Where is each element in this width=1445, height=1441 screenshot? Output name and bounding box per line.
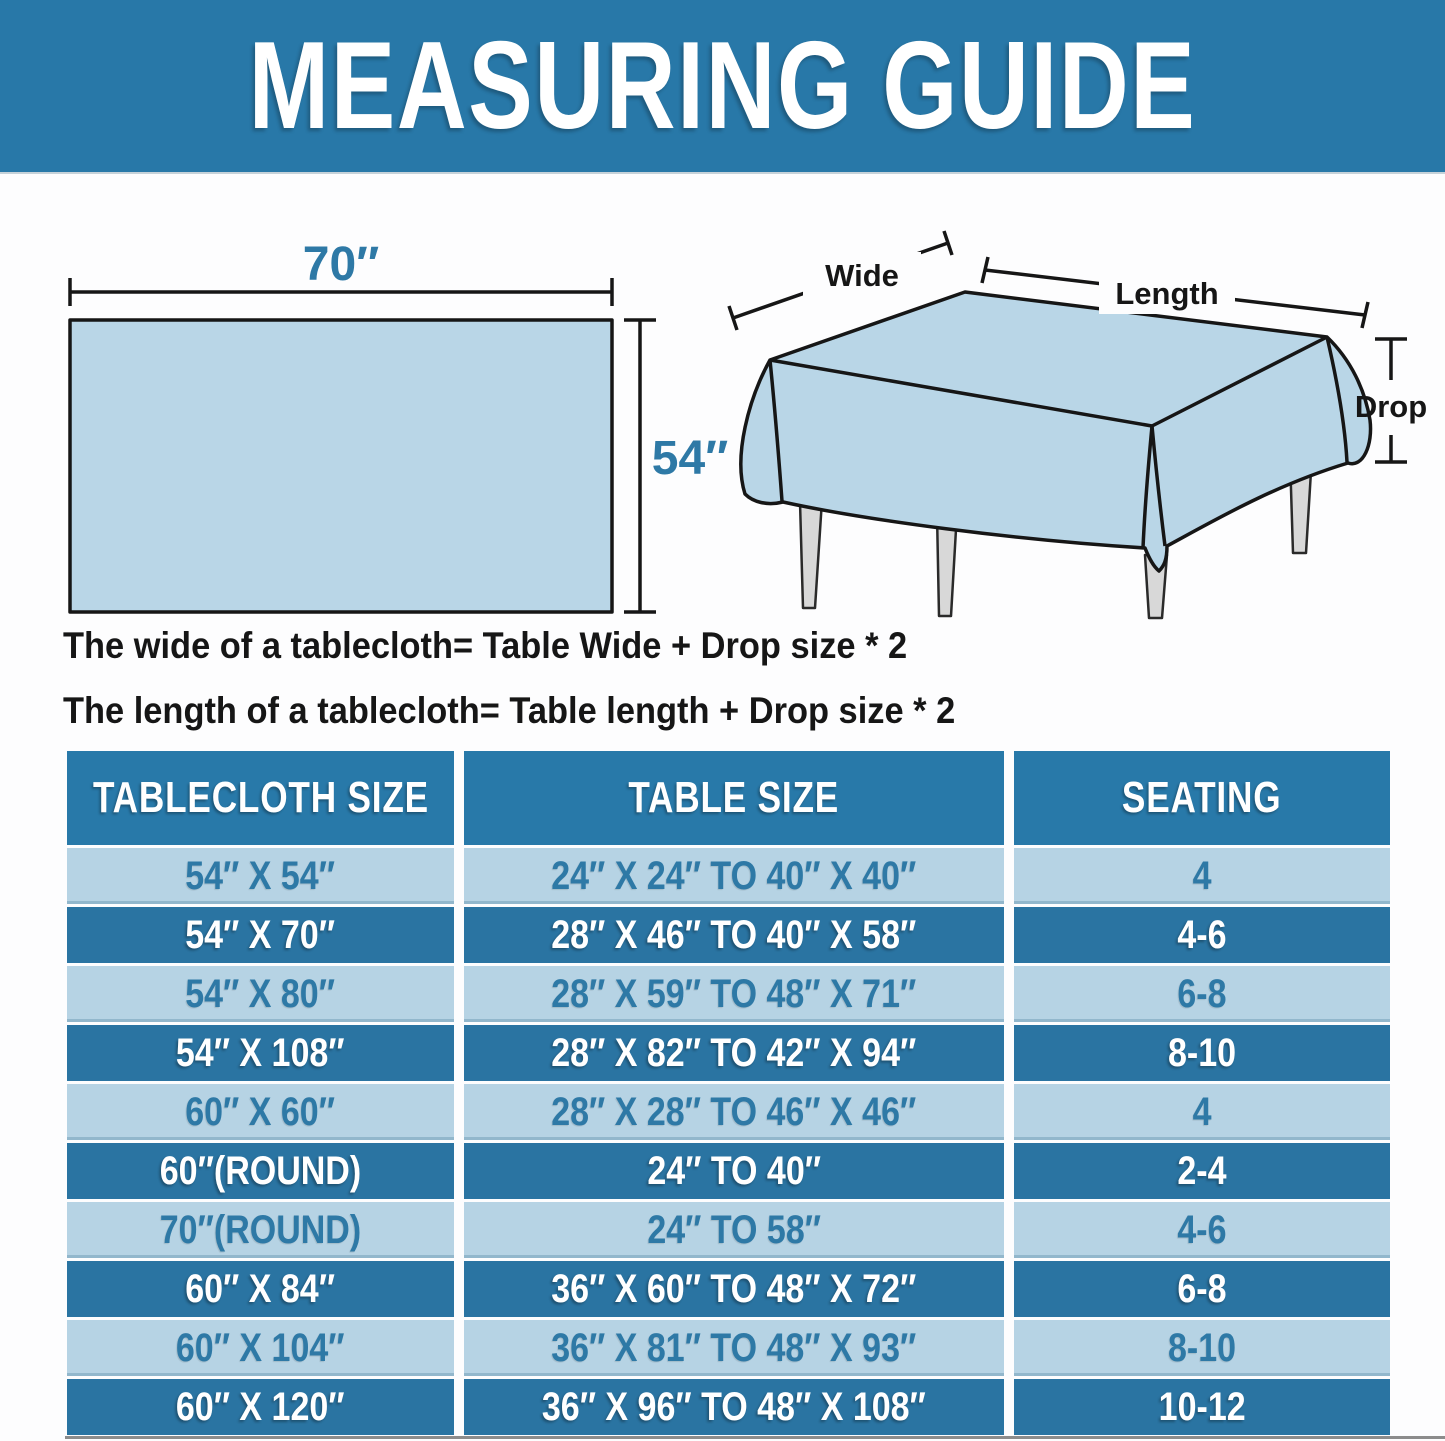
- cell-value: 4: [1192, 853, 1212, 898]
- formula-length: The length of a tablecloth= Table length + Drop size * 2: [63, 690, 956, 731]
- cell-value: 36″ X 96″ TO 48″ X 108″: [542, 1384, 926, 1429]
- table-size-cell: [464, 848, 1004, 904]
- table-size-cell: [464, 1084, 1004, 1140]
- seating-cell: [1014, 907, 1390, 963]
- tablecloth-size-cell: [67, 1143, 454, 1199]
- table-size-cell: [464, 1379, 1004, 1435]
- tablecloth-size-cell: [67, 1084, 454, 1140]
- cell-value: 54″ X 80″: [185, 971, 336, 1016]
- cell-value: 4-6: [1177, 912, 1227, 957]
- cell-value: 60″ X 104″: [176, 1325, 345, 1370]
- cell-value: 2-4: [1177, 1148, 1227, 1193]
- cell-value: 10-12: [1158, 1384, 1246, 1429]
- size-chart-table: [67, 751, 1390, 1435]
- cell-value: 24″ X 24″ TO 40″ X 40″: [551, 853, 917, 898]
- tablecloth-size-cell: [67, 1261, 454, 1317]
- cell-value: 60″(ROUND): [159, 1148, 362, 1193]
- table-leg: [800, 500, 822, 608]
- length-label: Length: [1115, 276, 1219, 311]
- cell-value: 60″ X 120″: [176, 1384, 345, 1429]
- seating-cell: [1014, 1379, 1390, 1435]
- tablecloth-size-cell: [67, 1025, 454, 1081]
- cell-value: 60″ X 60″: [185, 1089, 336, 1134]
- formula-wide: The wide of a tablecloth= Table Wide + Drop size * 2: [63, 625, 908, 666]
- tablecloth-3d: [741, 292, 1371, 571]
- cell-value: 36″ X 81″ TO 48″ X 93″: [551, 1325, 917, 1370]
- cell-value: 60″ X 84″: [185, 1266, 336, 1311]
- tablecloth-size-cell: [67, 907, 454, 963]
- flat-tablecloth-diagram: [50, 228, 730, 628]
- cell-value: 28″ X 46″ TO 40″ X 58″: [551, 912, 917, 957]
- column-header-tablecloth-size: [67, 751, 454, 845]
- cell-value: 8-10: [1167, 1325, 1237, 1370]
- cell-value: 28″ X 82″ TO 42″ X 94″: [551, 1030, 917, 1075]
- column-header-label: TABLECLOTH SIZE: [92, 773, 429, 822]
- width-dimension-label: 70″: [302, 238, 380, 291]
- cell-value: 8-10: [1167, 1030, 1237, 1075]
- cell-value: 36″ X 60″ TO 48″ X 72″: [551, 1266, 917, 1311]
- table-size-cell: [464, 907, 1004, 963]
- tablecloth-size-cell: [67, 848, 454, 904]
- tablecloth-size-cell: [67, 1379, 454, 1435]
- cell-value: 6-8: [1177, 1266, 1227, 1311]
- cell-value: 54″ X 54″: [185, 853, 336, 898]
- page-title: MEASURING GUIDE: [248, 17, 1197, 155]
- seating-cell: [1014, 1261, 1390, 1317]
- tablecloth-size-cell: [67, 1202, 454, 1258]
- seating-cell: [1014, 1143, 1390, 1199]
- header-banner: [0, 0, 1445, 174]
- bottom-divider: [65, 1436, 1445, 1439]
- seating-cell: [1014, 1202, 1390, 1258]
- table-size-cell: [464, 1202, 1004, 1258]
- tablecloth-size-cell: [67, 1320, 454, 1376]
- tablecloth-rectangle: [70, 320, 612, 612]
- cell-value: 4: [1192, 1089, 1212, 1134]
- table-3d-diagram: [715, 230, 1445, 670]
- cell-value: 6-8: [1177, 971, 1227, 1016]
- table-size-cell: [464, 1025, 1004, 1081]
- table-size-cell: [464, 966, 1004, 1022]
- cell-value: 70″(ROUND): [159, 1207, 362, 1252]
- cell-value: 54″ X 70″: [185, 912, 336, 957]
- column-header-seating: [1014, 751, 1390, 845]
- seating-cell: [1014, 1320, 1390, 1376]
- drop-label: Drop: [1354, 389, 1428, 424]
- column-header-table-size: [464, 751, 1004, 845]
- cell-value: 4-6: [1177, 1207, 1227, 1252]
- table-size-cell: [464, 1143, 1004, 1199]
- table-size-cell: [464, 1320, 1004, 1376]
- seating-cell: [1014, 1025, 1390, 1081]
- column-header-label: TABLE SIZE: [628, 773, 840, 822]
- table-size-cell: [464, 1261, 1004, 1317]
- seating-cell: [1014, 1084, 1390, 1140]
- wide-label: Wide: [825, 258, 899, 293]
- cell-value: 28″ X 28″ TO 46″ X 46″: [551, 1089, 917, 1134]
- cell-value: 24″ TO 58″: [647, 1207, 821, 1252]
- seating-cell: [1014, 966, 1390, 1022]
- cell-value: 24″ TO 40″: [647, 1148, 821, 1193]
- cell-value: 54″ X 108″: [176, 1030, 345, 1075]
- seating-cell: [1014, 848, 1390, 904]
- tablecloth-size-cell: [67, 966, 454, 1022]
- cell-value: 28″ X 59″ TO 48″ X 71″: [551, 971, 917, 1016]
- column-header-label: SEATING: [1122, 773, 1282, 822]
- height-dimension-label: 54″: [651, 432, 729, 485]
